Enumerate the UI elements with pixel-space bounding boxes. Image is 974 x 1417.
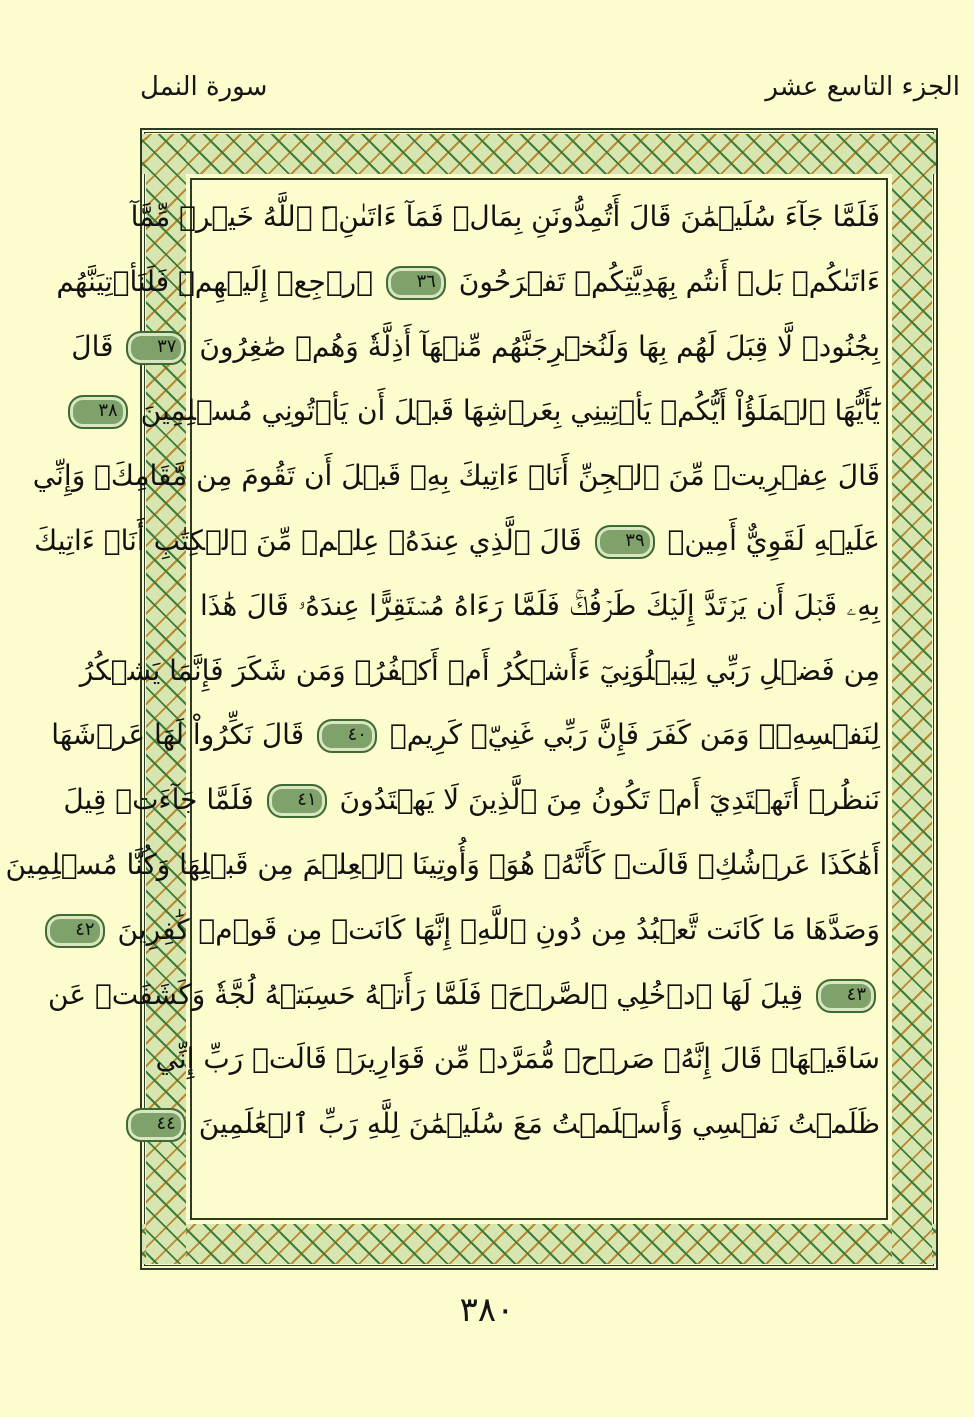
ayah-number-marker: ٤٤ <box>126 1108 186 1142</box>
page-number: ٣٨٠ <box>459 1290 515 1330</box>
verse-text: أَهَٰكَذَا عَرۡشُكِۖ قَالَتۡ كَأَنَّهُۥ هُوَۚ وَأُوتِينَا ٱلۡعِلۡمَ مِن قَبۡلِهَا وَكُنَّا مُسۡلِمِينَ <box>5 847 880 881</box>
ayah-number-marker: ٣٦ <box>386 266 446 300</box>
verse-text: نَنظُرۡ أَتَهۡتَدِيٓ أَمۡ تَكُونُ مِنَ ٱلَّذِينَ لَا يَهۡتَدُونَ <box>339 783 880 817</box>
verse-text: فَلَمَّا جَآءَتۡ قِيلَ <box>63 783 254 817</box>
verse-line <box>79 639 880 704</box>
verse-line <box>75 898 880 963</box>
verse-line <box>51 703 880 768</box>
verse-text: وَصَدَّهَا مَا كَانَت تَّعۡبُدُ مِن دُونِ ٱللَّهِۖ إِنَّهَا كَانَتۡ مِن قَوۡمٖ كَٰفِرِينَ <box>117 912 880 946</box>
verse-text: مِن فَضۡلِ رَبِّي لِيَبۡلُوَنِيٓ ءَأَشۡكُرُ أَمۡ أَكۡفُرُۖ وَمَن شَكَرَ فَإِنَّمَا يَشۡكُرُ <box>79 653 880 687</box>
verse-line <box>63 768 880 833</box>
ayah-number-marker: ٣٩ <box>595 525 655 559</box>
verse-line <box>56 250 880 315</box>
verse-text: قَالَ عِفۡرِيتٞ مِّنَ ٱلۡجِنِّ أَنَا۠ ءَاتِيكَ بِهِۦ قَبۡلَ أَن تَقُومَ مِن مَّقَامِكَۖ وَإِنِّي <box>32 459 880 493</box>
verse-text: قِيلَ لَهَا ٱدۡخُلِي ٱلصَّرۡحَۖ فَلَمَّا رَأَتۡهُ حَسِبَتۡهُ لُجَّةٗ وَكَشَفَتۡ عَن <box>48 977 804 1011</box>
verse-line <box>200 574 880 639</box>
verse-text: يَٰٓأَيُّهَا ٱلۡمَلَؤُاْ أَيُّكُمۡ يَأۡتِينِي بِعَرۡشِهَا قَبۡلَ أَن يَأۡتُونِي مُسۡلِمِينَ <box>140 394 880 428</box>
frame-band-top <box>142 134 936 174</box>
verse-line <box>71 315 880 380</box>
verse-text: قَالَ نَكِّرُواْ لَهَا عَرۡشَهَا <box>51 718 305 752</box>
ayah-number-marker: ٤٣ <box>816 979 876 1013</box>
verse-text: قَالَ <box>71 329 114 363</box>
verse-text: ءَاتَىٰكُمۚ بَلۡ أَنتُم بِهَدِيَّتِكُمۡ تَفۡرَحُونَ <box>458 264 880 298</box>
verse-line <box>34 509 880 574</box>
frame-band-bottom <box>142 1224 936 1264</box>
verse-text: فَلَمَّا جَآءَ سُلَيۡمَٰنَ قَالَ أَتُمِدُّونَنِ بِمَالٖ فَمَآ ءَاتَىٰنِۦَ ٱللَّهُ خَيۡرٞ مِّمَّآ <box>130 200 880 233</box>
ayah-number-marker: ٣٧ <box>126 331 186 365</box>
ayah-number-marker: ٤٢ <box>45 914 105 948</box>
verse-line <box>5 833 880 898</box>
verse-text: ظَلَمۡتُ نَفۡسِي وَأَسۡلَمۡتُ مَعَ سُلَيۡمَٰنَ لِلَّهِ رَبِّ ٱلۡعَٰلَمِينَ <box>198 1107 880 1141</box>
verse-line <box>98 379 880 444</box>
verse-line <box>48 963 880 1028</box>
ayah-number-marker: ٤٠ <box>317 719 377 753</box>
verse-line <box>32 444 880 509</box>
verse-text: ٱرۡجِعۡ إِلَيۡهِمۡ فَلَنَأۡتِيَنَّهُم <box>56 264 373 298</box>
frame-band-right <box>892 134 932 1264</box>
quran-text <box>5 185 880 1225</box>
verse-text: بِجُنُودٖ لَّا قِبَلَ لَهُم بِهَا وَلَنُخۡرِجَنَّهُم مِّنۡهَآ أَذِلَّةٗ وَهُمۡ صَٰغِرُونَ <box>199 329 880 363</box>
verse-text: عَلَيۡهِ لَقَوِيٌّ أَمِينٞ <box>667 523 880 557</box>
surah-title: سورة النمل <box>140 72 268 102</box>
ayah-number-marker: ٣٨ <box>68 395 128 429</box>
verse-text: بِهِۦ قَبۡلَ أَن يَرۡتَدَّ إِلَيۡكَ طَرۡفُكَۚ فَلَمَّا رَءَاهُ مُسۡتَقِرًّا عِندَهُۥ قَالَ هَٰذَا <box>200 588 880 622</box>
verse-line <box>130 185 880 250</box>
juz-title: الجزء التاسع عشر <box>765 72 960 102</box>
verse-text: سَاقَيۡهَاۚ قَالَ إِنَّهُۥ صَرۡحٞ مُّمَرَّدٞ مِّن قَوَارِيرَۗ قَالَتۡ رَبِّ إِنِّي <box>155 1042 880 1076</box>
verse-line <box>155 1027 880 1092</box>
ayah-number-marker: ٤١ <box>267 784 327 818</box>
verse-line <box>156 1092 880 1157</box>
verse-text: قَالَ ٱلَّذِي عِندَهُۥ عِلۡمٞ مِّنَ ٱلۡكِتَٰبِ أَنَا۠ ءَاتِيكَ <box>34 523 582 557</box>
verse-text: لِنَفۡسِهِۦۖ وَمَن كَفَرَ فَإِنَّ رَبِّي غَنِيّٞ كَرِيمٞ <box>389 718 880 752</box>
